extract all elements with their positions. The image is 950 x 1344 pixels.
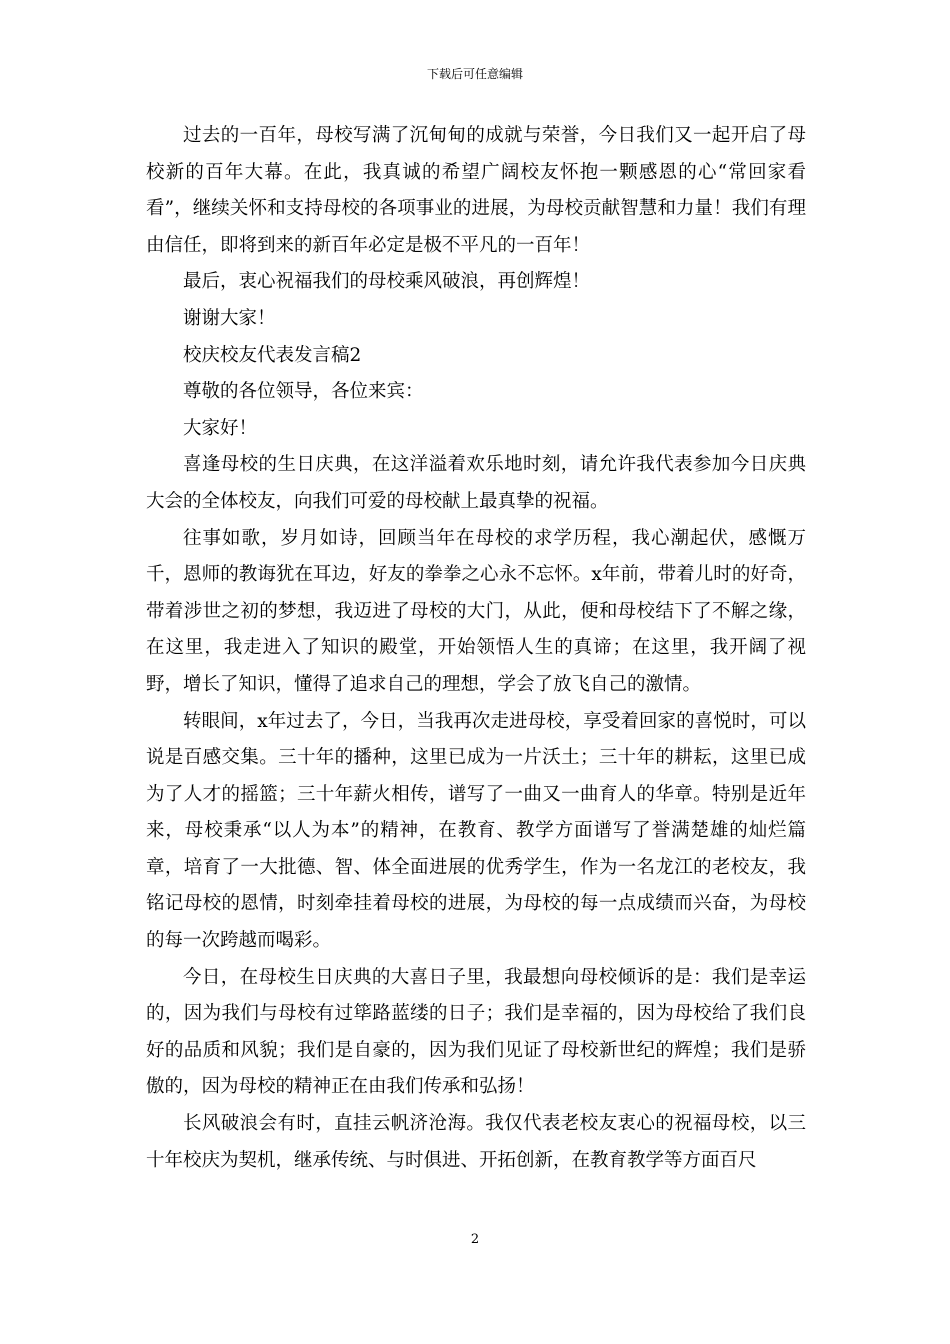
paragraph: 喜逢母校的生日庆典，在这洋溢着欢乐地时刻，请允许我代表参加今日庆典大会的全体校友，向我们可爱的母校献上最真挚的祝福。 (146, 454, 806, 512)
paragraph: 谢谢大家！ (183, 307, 276, 329)
page-number: 2 (470, 1232, 480, 1247)
paragraph: 过去的一百年，母校写满了沉甸甸的成就与荣誉，今日我们又一起开启了母校新的百年大幕。在此，我真诚的希望广阔校友怀抱一颗感恩的心“常回家看看”，继续关怀和支持母校的各项事业的进展，为母校贡献智慧和力量！我们有理由信任，即将到来的新百年必定是极不平凡的一百年！ (146, 125, 806, 256)
greeting: 大家好！ (183, 417, 258, 439)
paragraph: 往事如歌，岁月如诗，回顾当年在母校的求学历程，我心潮起伏，感慨万千，恩师的教诲犹在耳边，好友的拳拳之心永不忘怀。x年前，带着儿时的好奇，带着涉世之初的梦想，我迈进了母校的大门，从此，便和母校结下了不解之缘，在这里，我走进入了知识的殿堂，开始领悟人生的真谛；在这里，我开阔了视野，增长了知识，懂得了追求自己的理想，学会了放飞自己的激情。 (146, 527, 806, 695)
salutation: 尊敬的各位领导，各位来宾： (183, 381, 424, 403)
paragraph: 今日，在母校生日庆典的大喜日子里，我最想向母校倾诉的是：我们是幸运的，因为我们与母校有过筚路蓝缕的日子；我们是幸福的，因为母校给了我们良好的品质和风貌；我们是自豪的，因为我们见证了母校新世纪的辉煌；我们是骄傲的，因为母校的精神正在由我们传承和弘扬！ (146, 966, 806, 1098)
page-header-note: 下载后可任意编辑 (426, 67, 523, 81)
paragraph: 转眼间，x年过去了，今日，当我再次走进母校，享受着回家的喜悦时，可以说是百感交集。三十年的播种，这里已成为一片沃土；三十年的耕耘，这里已成为了人才的摇篮；三十年薪火相传，谱写了一曲又一曲育人的华章。特别是近年来，母校秉承“以人为本”的精神，在教育、教学方面谱写了誉满楚雄的灿烂篇章，培育了一大批德、智、体全面进展的优秀学生，作为一名龙江的老校友，我铭记母校的恩情，时刻牵挂着母校的进展，为母校的每一点成绩而兴奋，为母校的每一次跨越而喝彩。 (146, 710, 806, 952)
section-title: 校庆校友代表发言稿2 (183, 344, 362, 366)
paragraph: 最后，衷心祝福我们的母校乘风破浪，再创辉煌！ (183, 271, 591, 293)
paragraph: 长风破浪会有时，直挂云帆济沧海。我仅代表老校友衷心的祝福母校，以三十年校庆为契机，继承传统、与时俱进、开拓创新，在教育教学等方面百尺 (146, 1113, 806, 1171)
document-body (146, 118, 806, 1179)
